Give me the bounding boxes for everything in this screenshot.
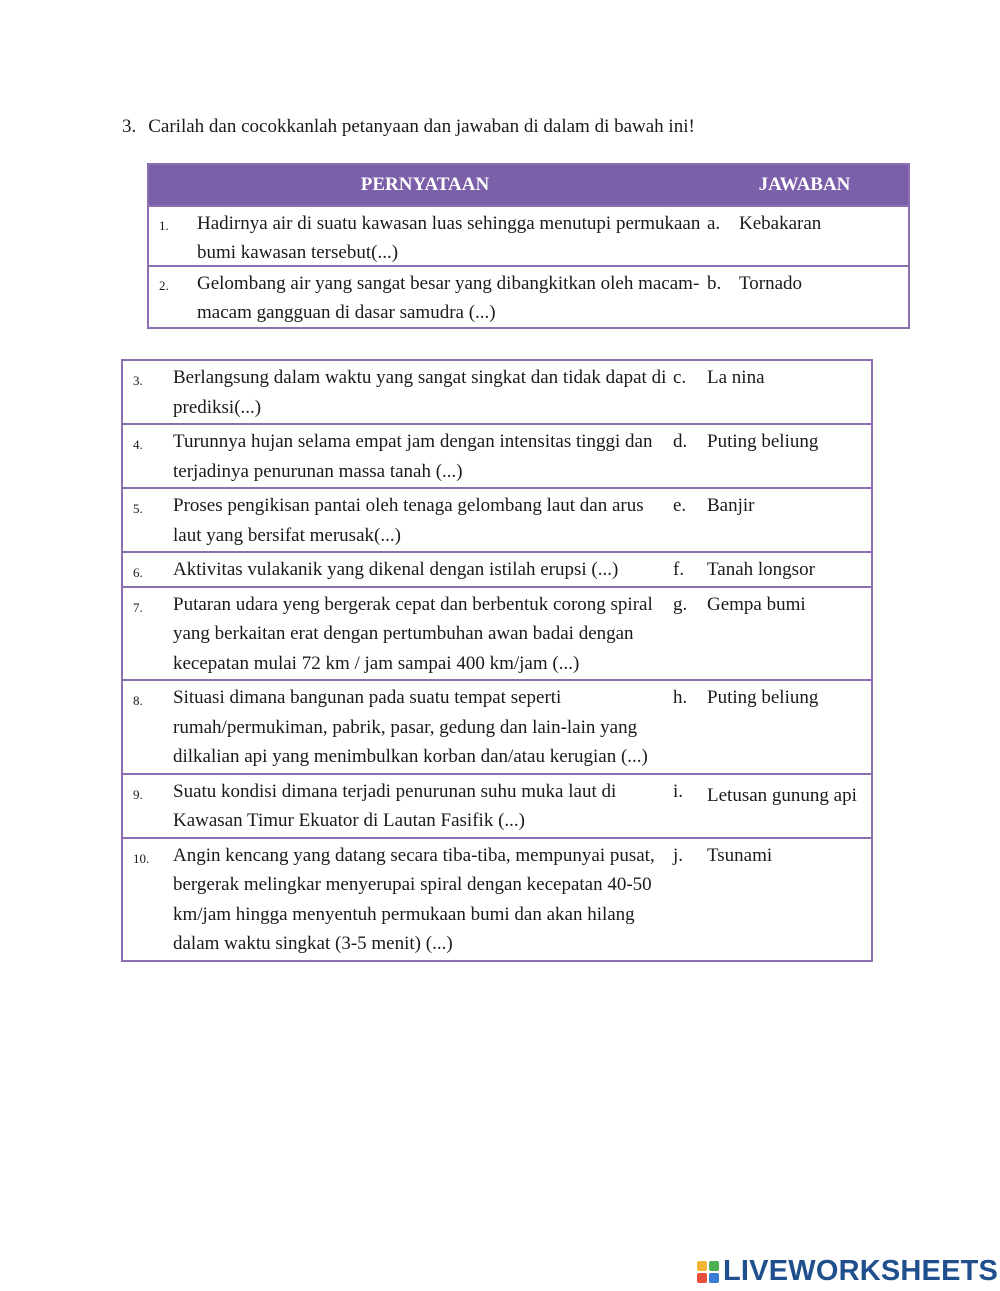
answer-letter: f.	[673, 559, 685, 580]
row-number: 8.	[133, 693, 143, 708]
answer-text: Puting beliung	[707, 687, 819, 708]
answer-text: Letusan gunung api	[707, 784, 857, 806]
answer-text: Banjir	[707, 495, 755, 516]
row-number: 2.	[159, 278, 169, 293]
row-number: 1.	[159, 218, 169, 233]
row-statement: Aktivitas vulakanik yang dikenal dengan istilah erupsi (...)	[173, 559, 619, 580]
logo-text: LIVEWORKSHEETS	[723, 1255, 999, 1287]
logo-blocks-icon	[697, 1261, 719, 1283]
answer-letter: a.	[707, 213, 721, 234]
answer-letter: b.	[707, 273, 722, 294]
liveworksheets-logo	[697, 1255, 998, 1288]
matching-table-top	[147, 163, 910, 329]
table-row	[123, 837, 871, 960]
answer-letter: h.	[673, 687, 688, 708]
row-number: 10.	[133, 850, 150, 866]
row-statement: Putaran udara yeng bergerak cepat dan berbentuk corong spiral yang berkaitan erat dengan pertumbuhan awan badai dengan kecepatan mulai 72 km / jam sampai 400 km/jam (...)	[173, 593, 653, 674]
table-row	[123, 423, 871, 487]
answer-letter: c.	[673, 367, 687, 388]
logo-block	[709, 1261, 719, 1271]
header-answer: JAWABAN	[758, 174, 851, 195]
answer-text: Tanah longsor	[707, 559, 815, 580]
answer-letter: d.	[673, 431, 688, 452]
answer-letter: i.	[673, 780, 684, 802]
table-row	[149, 265, 908, 327]
answer-letter: e.	[673, 495, 687, 516]
table-row	[123, 361, 871, 423]
table-row	[123, 586, 871, 680]
row-statement: Proses pengikisan pantai oleh tenaga gelombang laut dan arus laut yang bersifat merusak(...)	[173, 495, 644, 546]
row-number: 5.	[133, 501, 143, 516]
question-number: 3.	[122, 116, 137, 137]
table-row	[149, 205, 908, 265]
answer-text: La nina	[707, 367, 765, 388]
row-statement: Situasi dimana bangunan pada suatu tempat seperti rumah/permukiman, pabrik, pasar, gedung dan lain-lain yang dilkalian api yang menimbulkan korban dan/atau kerugian (...)	[173, 687, 648, 767]
answer-text: Kebakaran	[739, 213, 822, 234]
matching-table-bottom	[121, 359, 873, 962]
table-row	[123, 773, 871, 837]
table-header	[149, 165, 908, 205]
instruction-text: Carilah dan cocokkanlah petanyaan dan jawaban di dalam di bawah ini!	[148, 116, 695, 137]
answer-text: Puting beliung	[707, 431, 819, 452]
row-statement: Berlangsung dalam waktu yang sangat singkat dan tidak dapat di prediksi(...)	[173, 367, 667, 418]
answer-letter: g.	[673, 593, 688, 615]
row-statement: Turunnya hujan selama empat jam dengan intensitas tinggi dan terjadinya penurunan massa tanah (...)	[173, 431, 653, 482]
row-statement: Suatu kondisi dimana terjadi penurunan suhu muka laut di Kawasan Timur Ekuator di Lautan Fasifik (...)	[173, 780, 617, 831]
answer-text: Gempa bumi	[707, 593, 806, 615]
table-row	[123, 551, 871, 586]
table-row	[123, 679, 871, 773]
row-statement: Angin kencang yang datang secara tiba-tiba, mempunyai pusat, bergerak melingkar menyerupai spiral dengan kecepatan 40-50 km/jam hingga menyentuh permukaan bumi dan akan hilang dalam waktu singkat (3-5 menit) (...)	[173, 844, 655, 954]
answer-text: Tornado	[739, 273, 803, 294]
row-statement: Hadirnya air di suatu kawasan luas sehingga menutupi permukaan bumi kawasan tersebut(...)	[197, 213, 701, 263]
row-statement: Gelombang air yang sangat besar yang dibangkitkan oleh macam-macam gangguan di dasar samudra (...)	[197, 273, 700, 323]
row-number: 3.	[133, 373, 143, 388]
logo-block	[697, 1273, 707, 1283]
logo-block	[709, 1273, 719, 1283]
logo-block	[697, 1261, 707, 1271]
row-number: 9.	[133, 786, 143, 802]
row-number: 7.	[133, 599, 143, 615]
answer-letter: j.	[673, 844, 684, 866]
row-number: 4.	[133, 437, 143, 452]
row-number: 6.	[133, 565, 143, 580]
instruction	[122, 116, 695, 138]
table-row	[123, 487, 871, 551]
header-statement: PERNYATAAN	[360, 174, 490, 195]
answer-text: Tsunami	[707, 844, 773, 866]
